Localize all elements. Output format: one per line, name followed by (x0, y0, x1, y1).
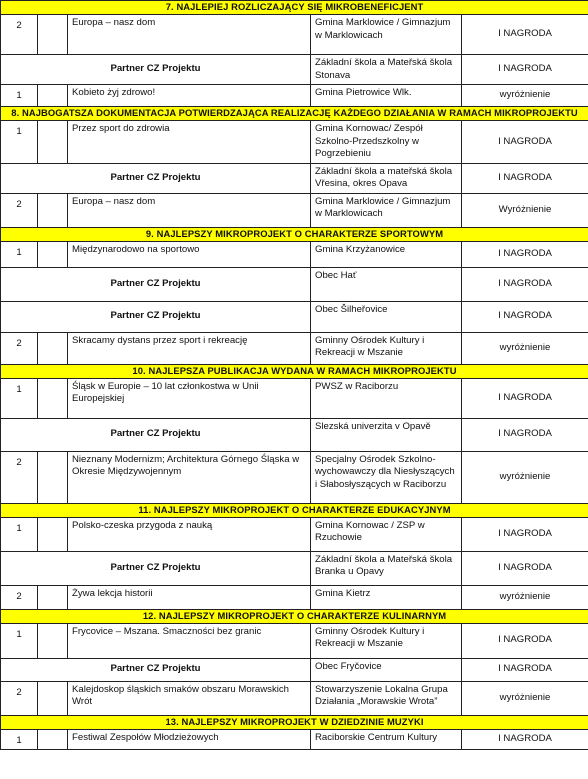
empty-cell (38, 121, 68, 164)
empty-cell (38, 332, 68, 364)
section-header (1, 609, 588, 623)
partner-name: Stowarzyszenie Lokalna Grupa Działania „Morawskie Wrota” (311, 681, 462, 715)
empty-cell (38, 15, 68, 55)
partner-name: Gminny Ośrodek Kultury i Rekreacji w Mszanie (311, 623, 462, 658)
award-label: I NAGRODA (462, 55, 588, 85)
partner-name: Slezská univerzita v Opavě (311, 418, 462, 451)
row-number: 2 (1, 681, 38, 715)
award-label: wyróżnienie (462, 451, 588, 503)
award-label: I NAGRODA (462, 121, 588, 164)
partner-name: Obec Fryčovice (311, 658, 462, 681)
award-label: wyróżnienie (462, 332, 588, 364)
project-name: Europa – nasz dom (68, 193, 311, 227)
project-name: Nieznany Modernizm; Architektura Górnego Śląska w Okresie Międzywojennym (68, 451, 311, 503)
empty-cell (38, 241, 68, 267)
partner-cz-label: Partner CZ Projektu (1, 301, 311, 332)
partner-name: Raciborskie Centrum Kultury (311, 729, 462, 750)
table-row (1, 267, 588, 301)
empty-cell (38, 85, 68, 107)
row-number: 2 (1, 15, 38, 55)
partner-name: Specjalny Ośrodek Szkolno-wychowawczy dla Niesłyszących i Słabosłyszących w Raciborzu (311, 451, 462, 503)
partner-name: Základní škola a Mateřská škola Stonava (311, 55, 462, 85)
partner-name: Gmina Kietrz (311, 585, 462, 609)
award-label: I NAGRODA (462, 517, 588, 551)
table-row (1, 193, 588, 227)
award-label: wyróżnienie (462, 585, 588, 609)
table-row (1, 332, 588, 364)
section-header (1, 107, 588, 121)
project-name: Śląsk w Europie – 10 lat członkostwa w Unii Europejskiej (68, 378, 311, 418)
partner-name: Základní škola a Mateřská škola Branka u Opavy (311, 551, 462, 585)
award-label: I NAGRODA (462, 15, 588, 55)
project-name: Kobieto żyj zdrowo! (68, 85, 311, 107)
project-name: Skracamy dystans przez sport i rekreację (68, 332, 311, 364)
award-label: I NAGRODA (462, 729, 588, 750)
partner-name: Gmina Krzyżanowice (311, 241, 462, 267)
row-number: 1 (1, 729, 38, 750)
table-row (1, 55, 588, 85)
section-heading: 8. NAJBOGATSZA DOKUMENTACJA POTWIERDZAJĄCA REALIZACJĘ KAŻDEGO DZIAŁANIA W RAMACH MIKROPROJEKTU (1, 107, 588, 121)
section-header (1, 1, 588, 15)
table-row (1, 241, 588, 267)
table-row (1, 121, 588, 164)
partner-name: Gmina Marklowice / Gimnazjum w Marklowicach (311, 193, 462, 227)
award-label: I NAGRODA (462, 658, 588, 681)
table-row (1, 681, 588, 715)
project-name: Międzynarodowo na sportowo (68, 241, 311, 267)
award-label: I NAGRODA (462, 241, 588, 267)
section-heading: 10. NAJLEPSZA PUBLIKACJA WYDANA W RAMACH MIKROPROJEKTU (1, 364, 588, 378)
row-number: 2 (1, 193, 38, 227)
table-row (1, 15, 588, 55)
empty-cell (38, 193, 68, 227)
partner-name: Obec Šilheřovice (311, 301, 462, 332)
project-name: Kalejdoskop śląskich smaków obszaru Morawskich Wrót (68, 681, 311, 715)
project-name: Polsko-czeska przygoda z nauką (68, 517, 311, 551)
row-number: 1 (1, 517, 38, 551)
section-header (1, 364, 588, 378)
table-row (1, 451, 588, 503)
award-label: wyróżnienie (462, 681, 588, 715)
section-heading: 7. NAJLEPIEJ ROZLICZAJĄCY SIĘ MIKROBENEFICJENT (1, 1, 588, 15)
award-label: I NAGRODA (462, 418, 588, 451)
table-row (1, 585, 588, 609)
partner-cz-label: Partner CZ Projektu (1, 55, 311, 85)
row-number: 2 (1, 585, 38, 609)
award-label: I NAGRODA (462, 623, 588, 658)
row-number: 1 (1, 121, 38, 164)
partner-name: Gmina Kornowac/ Zespół Szkolno-Przedszkolny w Pogrzebieniu (311, 121, 462, 164)
award-label: I NAGRODA (462, 267, 588, 301)
empty-cell (38, 623, 68, 658)
table-row (1, 623, 588, 658)
award-label: I NAGRODA (462, 378, 588, 418)
award-label: I NAGRODA (462, 551, 588, 585)
row-number: 2 (1, 451, 38, 503)
empty-cell (38, 451, 68, 503)
project-name: Żywa lekcja historii (68, 585, 311, 609)
empty-cell (38, 585, 68, 609)
empty-cell (38, 378, 68, 418)
section-header (1, 715, 588, 729)
partner-name: Gminny Ośrodek Kultury i Rekreacji w Mszanie (311, 332, 462, 364)
table-row (1, 301, 588, 332)
project-name: Europa – nasz dom (68, 15, 311, 55)
partner-name: PWSZ w Raciborzu (311, 378, 462, 418)
table-row (1, 658, 588, 681)
row-number: 2 (1, 332, 38, 364)
table-row (1, 378, 588, 418)
empty-cell (38, 517, 68, 551)
section-heading: 13. NAJLEPSZY MIKROPROJEKT W DZIEDZINIE MUZYKI (1, 715, 588, 729)
partner-cz-label: Partner CZ Projektu (1, 267, 311, 301)
partner-name: Základní škola a mateřská škola Vřesina, okres Opava (311, 163, 462, 193)
project-name: Festiwal Zespołów Młodzieżowych (68, 729, 311, 750)
award-label: Wyróżnienie (462, 193, 588, 227)
partner-name: Gmina Pietrowice Wlk. (311, 85, 462, 107)
section-header (1, 503, 588, 517)
partner-cz-label: Partner CZ Projektu (1, 658, 311, 681)
award-label: I NAGRODA (462, 301, 588, 332)
section-heading: 11. NAJLEPSZY MIKROPROJEKT O CHARAKTERZE EDUKACYJNYM (1, 503, 588, 517)
section-heading: 12. NAJLEPSZY MIKROPROJEKT O CHARAKTERZE KULINARNYM (1, 609, 588, 623)
award-label: I NAGRODA (462, 163, 588, 193)
partner-name: Gmina Marklowice / Gimnazjum w Marklowicach (311, 15, 462, 55)
table-row (1, 729, 588, 750)
row-number: 1 (1, 241, 38, 267)
partner-cz-label: Partner CZ Projektu (1, 551, 311, 585)
project-name: Przez sport do zdrowia (68, 121, 311, 164)
table-row (1, 517, 588, 551)
table-row (1, 418, 588, 451)
empty-cell (38, 729, 68, 750)
award-label: wyróżnienie (462, 85, 588, 107)
row-number: 1 (1, 85, 38, 107)
partner-name: Gmina Kornowac / ZSP w Rzuchowie (311, 517, 462, 551)
table-row (1, 551, 588, 585)
project-name: Frycovice – Mszana. Smaczności bez granic (68, 623, 311, 658)
partner-cz-label: Partner CZ Projektu (1, 163, 311, 193)
table-row (1, 163, 588, 193)
partner-name: Obec Hať (311, 267, 462, 301)
section-heading: 9. NAJLEPSZY MIKROPROJEKT O CHARAKTERZE SPORTOWYM (1, 227, 588, 241)
partner-cz-label: Partner CZ Projektu (1, 418, 311, 451)
table-row (1, 85, 588, 107)
row-number: 1 (1, 378, 38, 418)
section-header (1, 227, 588, 241)
row-number: 1 (1, 623, 38, 658)
empty-cell (38, 681, 68, 715)
